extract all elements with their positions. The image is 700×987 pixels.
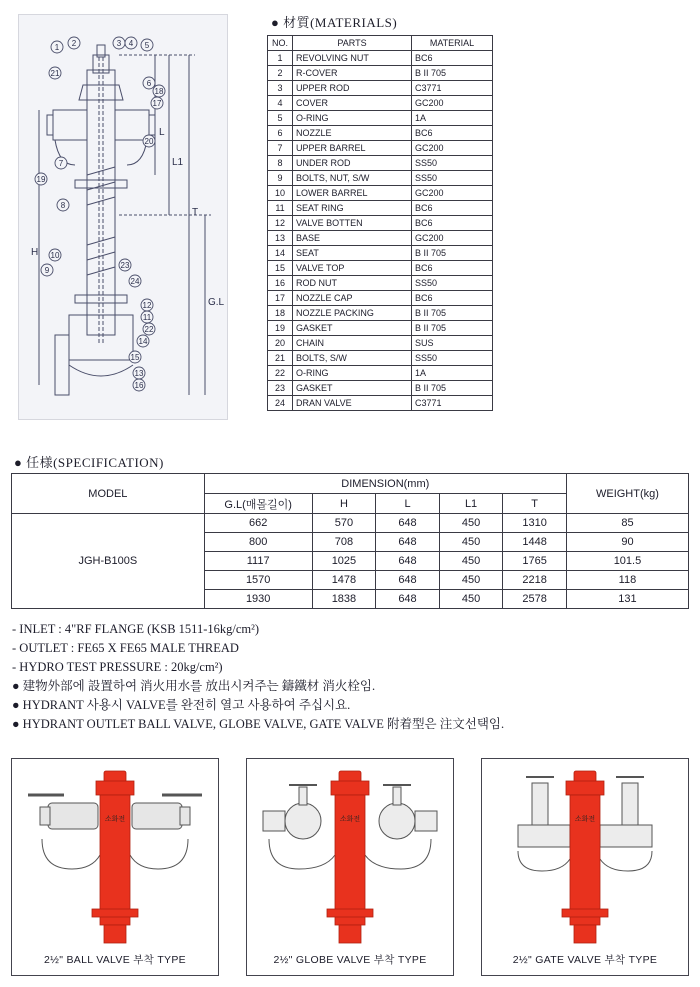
sub-header-l1: L1 [439, 494, 503, 514]
spec-weight: 118 [566, 571, 688, 590]
material-value: 1A [412, 366, 493, 381]
material-part: DRAN VALVE [293, 396, 412, 411]
header-no: NO. [268, 36, 293, 51]
material-no: 22 [268, 366, 293, 381]
material-value: BC6 [412, 126, 493, 141]
spec-h: 1025 [312, 552, 376, 571]
material-part: VALVE BOTTEN [293, 216, 412, 231]
material-part: BASE [293, 231, 412, 246]
callout-17: 17 [152, 99, 162, 108]
spec-gl: 1570 [204, 571, 312, 590]
callout-24: 24 [130, 277, 140, 286]
callout-1: 1 [54, 43, 60, 52]
model-name: JGH-B100S [12, 514, 205, 609]
material-no: 7 [268, 141, 293, 156]
material-row [268, 261, 493, 276]
material-part: R-COVER [293, 66, 412, 81]
material-no: 20 [268, 336, 293, 351]
material-part: VALVE TOP [293, 261, 412, 276]
dim-t-label: T [192, 207, 199, 218]
material-row [268, 81, 493, 96]
callout-22: 22 [144, 325, 154, 334]
spec-l: 648 [376, 590, 440, 609]
callout-15: 15 [130, 353, 140, 362]
material-part: SEAT [293, 246, 412, 261]
callout-9: 9 [44, 266, 50, 275]
hydrant-drawing-svg [19, 15, 227, 419]
material-no: 3 [268, 81, 293, 96]
material-no: 2 [268, 66, 293, 81]
callout-16: 16 [134, 381, 144, 390]
material-value: SS50 [412, 351, 493, 366]
material-no: 18 [268, 306, 293, 321]
material-value: B II 705 [412, 246, 493, 261]
spec-weight: 85 [566, 514, 688, 533]
spec-gl: 800 [204, 533, 312, 552]
note-options: ● HYDRANT OUTLET BALL VALVE, GLOBE VALVE, GATE VALVE 附着型은 注文선택임. [12, 717, 505, 731]
ball-body-label: 소화전 [104, 816, 126, 823]
callout-20: 20 [144, 137, 154, 146]
spec-title: ● 任様(SPECIFICATION) [14, 455, 164, 470]
material-part: BOLTS, S/W [293, 351, 412, 366]
material-row [268, 141, 493, 156]
spec-l1: 450 [439, 590, 503, 609]
header-parts: PARTS [293, 36, 412, 51]
material-row [268, 216, 493, 231]
material-row [268, 231, 493, 246]
spec-h: 570 [312, 514, 376, 533]
material-value: B II 705 [412, 66, 493, 81]
material-part: GASKET [293, 321, 412, 336]
sub-header-t: T [503, 494, 567, 514]
spec-l1: 450 [439, 571, 503, 590]
spec-weight: 101.5 [566, 552, 688, 571]
spec-t: 1448 [503, 533, 567, 552]
spec-l: 648 [376, 514, 440, 533]
spec-body [12, 514, 689, 609]
callout-8: 8 [60, 201, 66, 210]
material-no: 23 [268, 381, 293, 396]
material-value: B II 705 [412, 381, 493, 396]
callout-19: 19 [36, 175, 46, 184]
spec-table [11, 473, 689, 609]
spec-row [12, 514, 689, 533]
spec-l1: 450 [439, 552, 503, 571]
material-row [268, 96, 493, 111]
material-row [268, 171, 493, 186]
material-row [268, 201, 493, 216]
material-no: 12 [268, 216, 293, 231]
material-row [268, 186, 493, 201]
material-row [268, 396, 493, 411]
materials-header-row [268, 36, 493, 51]
callout-10: 10 [50, 251, 60, 260]
spec-l: 648 [376, 533, 440, 552]
material-row [268, 66, 493, 81]
callout-13: 13 [134, 369, 144, 378]
callout-6: 6 [146, 79, 152, 88]
material-value: SS50 [412, 171, 493, 186]
material-row [268, 111, 493, 126]
material-no: 14 [268, 246, 293, 261]
callout-21: 21 [50, 69, 60, 78]
material-part: O-RING [293, 366, 412, 381]
material-row [268, 276, 493, 291]
callout-18: 18 [154, 87, 164, 96]
ball-valve-caption: 2½" BALL VALVE 부착 TYPE [44, 954, 186, 966]
material-part: UPPER ROD [293, 81, 412, 96]
callout-12: 12 [142, 301, 152, 310]
material-part: ROD NUT [293, 276, 412, 291]
material-no: 11 [268, 201, 293, 216]
spec-l1: 450 [439, 514, 503, 533]
sub-header-gl: G.L(매몰길이) [204, 494, 312, 514]
material-value: BC6 [412, 216, 493, 231]
material-part: COVER [293, 96, 412, 111]
material-part: NOZZLE [293, 126, 412, 141]
callout-7: 7 [58, 159, 64, 168]
material-value: C3771 [412, 396, 493, 411]
spec-h: 708 [312, 533, 376, 552]
material-value: BC6 [412, 291, 493, 306]
material-part: LOWER BARREL [293, 186, 412, 201]
spec-h: 1478 [312, 571, 376, 590]
material-value: GC200 [412, 141, 493, 156]
material-part: O-RING [293, 111, 412, 126]
dim-l-label: L [159, 127, 165, 138]
callout-11: 11 [142, 313, 152, 322]
material-value: SS50 [412, 156, 493, 171]
spec-t: 2578 [503, 590, 567, 609]
material-no: 24 [268, 396, 293, 411]
material-part: BOLTS, NUT, S/W [293, 171, 412, 186]
material-value: GC200 [412, 186, 493, 201]
material-value: GC200 [412, 231, 493, 246]
globe-valve-panel [246, 758, 454, 976]
model-header: MODEL [12, 474, 205, 514]
sub-header-h: H [312, 494, 376, 514]
material-no: 8 [268, 156, 293, 171]
spec-l1: 450 [439, 533, 503, 552]
material-value: BC6 [412, 201, 493, 216]
material-no: 5 [268, 111, 293, 126]
material-no: 9 [268, 171, 293, 186]
material-no: 4 [268, 96, 293, 111]
note-description: ● 建物外部에 設置하여 消火用水를 放出시켜주는 鑄鐵材 消火栓임. [12, 679, 376, 693]
material-no: 1 [268, 51, 293, 66]
globe-valve-caption: 2½" GLOBE VALVE 부착 TYPE [273, 954, 427, 966]
material-value: SUS [412, 336, 493, 351]
spec-t: 1765 [503, 552, 567, 571]
material-no: 17 [268, 291, 293, 306]
sub-header-l: L [376, 494, 440, 514]
material-no: 6 [268, 126, 293, 141]
material-row [268, 306, 493, 321]
gate-valve-hydrant-image [482, 759, 688, 975]
globe-valve-hydrant-image [247, 759, 453, 975]
spec-notes [12, 620, 504, 734]
material-no: 13 [268, 231, 293, 246]
dimension-header: DIMENSION(mm) [204, 474, 566, 494]
dim-h-label: H [31, 247, 39, 258]
callout-3: 3 [116, 39, 122, 48]
callout-23: 23 [120, 261, 130, 270]
hydrant-section-drawing [18, 14, 228, 420]
material-value: GC200 [412, 96, 493, 111]
material-value: SS50 [412, 276, 493, 291]
material-part: NOZZLE PACKING [293, 306, 412, 321]
callout-2: 2 [71, 39, 77, 48]
spec-gl: 662 [204, 514, 312, 533]
material-no: 21 [268, 351, 293, 366]
gate-body-label: 소화전 [574, 816, 596, 823]
material-no: 19 [268, 321, 293, 336]
material-part: REVOLVING NUT [293, 51, 412, 66]
material-row [268, 321, 493, 336]
gate-valve-caption: 2½" GATE VALVE 부착 TYPE [512, 954, 658, 966]
note-inlet: - INLET : 4"RF FLANGE (KSB 1511-16kg/cm²) [12, 622, 260, 636]
dim-gl-label: G.L [208, 297, 225, 308]
dim-l1-label: L1 [172, 157, 184, 168]
ball-valve-panel [11, 758, 219, 976]
spec-h: 1838 [312, 590, 376, 609]
callout-4: 4 [128, 39, 134, 48]
header-material: MATERIAL [412, 36, 493, 51]
gate-valve-panel [481, 758, 689, 976]
material-row [268, 126, 493, 141]
spec-l: 648 [376, 552, 440, 571]
materials-table [267, 35, 493, 411]
globe-body-label: 소화전 [339, 816, 361, 823]
spec-header-row [12, 474, 689, 494]
material-row [268, 156, 493, 171]
materials-body [268, 51, 493, 411]
material-part: UPPER BARREL [293, 141, 412, 156]
spec-l: 648 [376, 571, 440, 590]
note-pressure: - HYDRO TEST PRESSURE : 20kg/cm²) [12, 660, 223, 674]
callout-5: 5 [144, 41, 150, 50]
spec-gl: 1117 [204, 552, 312, 571]
spec-weight: 131 [566, 590, 688, 609]
material-part: SEAT RING [293, 201, 412, 216]
material-part: GASKET [293, 381, 412, 396]
material-row [268, 291, 493, 306]
material-part: CHAIN [293, 336, 412, 351]
spec-gl: 1930 [204, 590, 312, 609]
material-row [268, 381, 493, 396]
material-no: 16 [268, 276, 293, 291]
material-row [268, 246, 493, 261]
material-row [268, 366, 493, 381]
spec-t: 2218 [503, 571, 567, 590]
material-value: BC6 [412, 51, 493, 66]
material-row [268, 336, 493, 351]
material-row [268, 51, 493, 66]
callout-14: 14 [138, 337, 148, 346]
material-part: NOZZLE CAP [293, 291, 412, 306]
material-no: 10 [268, 186, 293, 201]
spec-weight: 90 [566, 533, 688, 552]
materials-title: ● 材質(MATERIALS) [271, 15, 398, 30]
note-outlet: - OUTLET : FE65 X FE65 MALE THREAD [12, 641, 239, 655]
material-value: 1A [412, 111, 493, 126]
weight-header: WEIGHT(kg) [566, 474, 688, 514]
material-value: B II 705 [412, 321, 493, 336]
spec-t: 1310 [503, 514, 567, 533]
material-value: B II 705 [412, 306, 493, 321]
material-row [268, 351, 493, 366]
material-no: 15 [268, 261, 293, 276]
note-usage: ● HYDRANT 사용시 VALVE를 완전히 열고 사용하여 주십시요. [12, 698, 351, 712]
material-value: BC6 [412, 261, 493, 276]
ball-valve-hydrant-image [12, 759, 218, 975]
material-part: UNDER ROD [293, 156, 412, 171]
material-value: C3771 [412, 81, 493, 96]
